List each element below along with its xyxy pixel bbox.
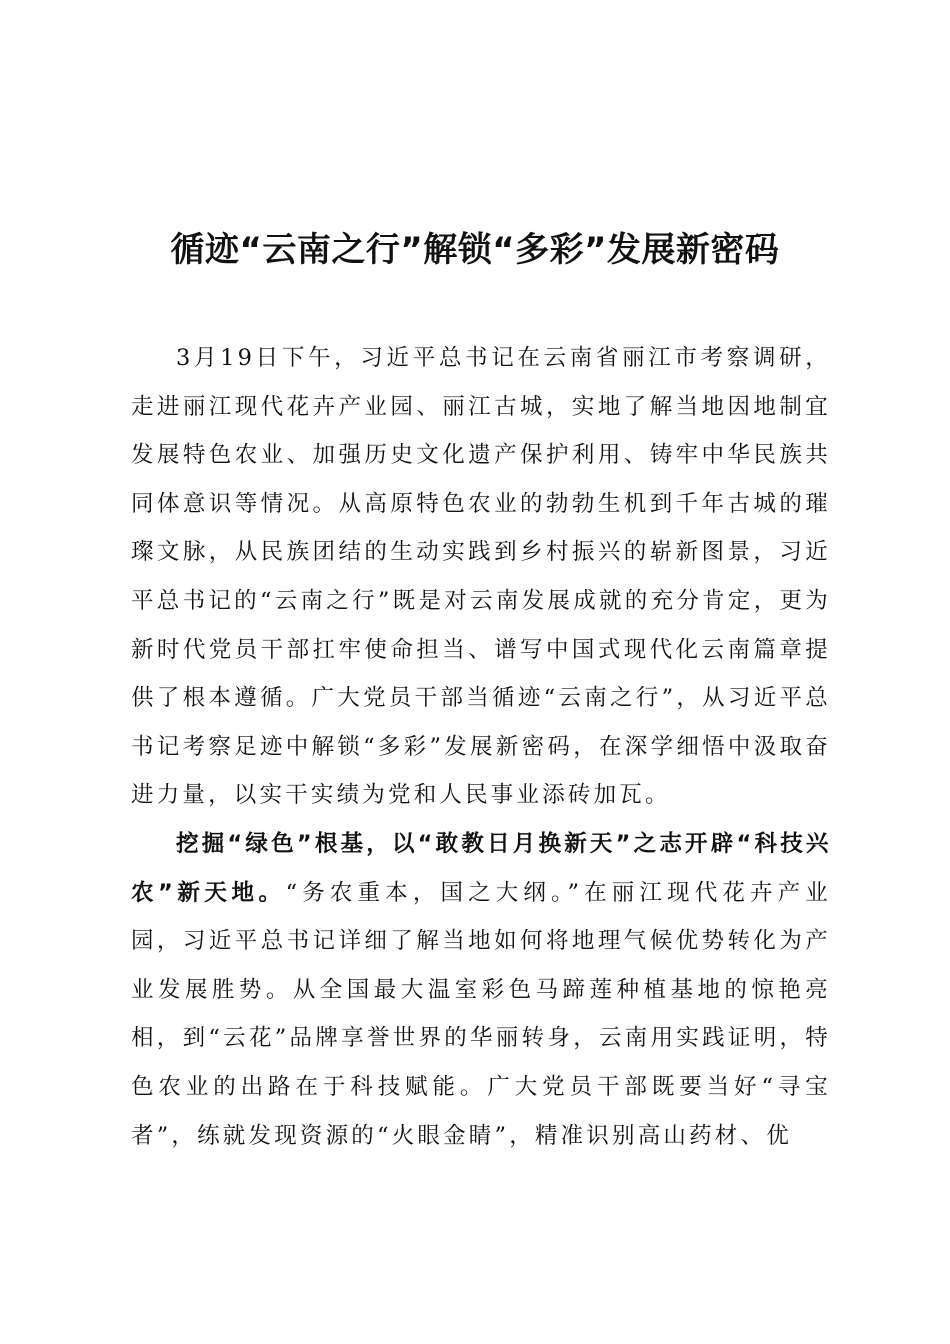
document-title: 循迹“云南之行”解锁“多彩”发展新密码 <box>170 230 780 270</box>
paragraph-1 <box>131 334 831 820</box>
document-body <box>131 334 831 1160</box>
paragraph-2-text: “务农重本，国之大纲。”在丽江现代花卉产业园，习近平总书记详细了解当地如何将地理气候优势转化为产业发展胜势。从全国最大温室彩色马蹄莲种植基地的惊艳亮相，到“云花”品牌享誉世界的华丽转身，云南用实践证明，特色农业的出路在于科技赋能。广大党员干部既要当好“寻宝者”，练就发现资源的“火眼金睛”，精准识别高山药材、优 <box>131 879 831 1149</box>
paragraph-2-lead: 挖掘“绿色”根基，以“敢教日月换新天”之志开辟“科技兴农”新天地。 <box>131 830 831 906</box>
paragraph-2 <box>131 820 831 1160</box>
paragraph-1-text: 3月19日下午，习近平总书记在云南省丽江市考察调研，走进丽江现代花卉产业园、丽江古城，实地了解当地因地制宜发展特色农业、加强历史文化遗产保护利用、铸牢中华民族共同体意识等情况。从高原特色农业的勃勃生机到千年古城的璀璨文脉，从民族团结的生动实践到乡村振兴的崭新图景，习近平总书记的“云南之行”既是对云南发展成就的充分肯定，更为新时代党员干部扛牢使命担当、谱写中国式现代化云南篇章提供了根本遵循。广大党员干部当循迹“云南之行”，从习近平总书记考察足迹中解锁“多彩”发展新密码，在深学细悟中汲取奋进力量，以实干实绩为党和人民事业添砖加瓦。 <box>131 345 831 809</box>
